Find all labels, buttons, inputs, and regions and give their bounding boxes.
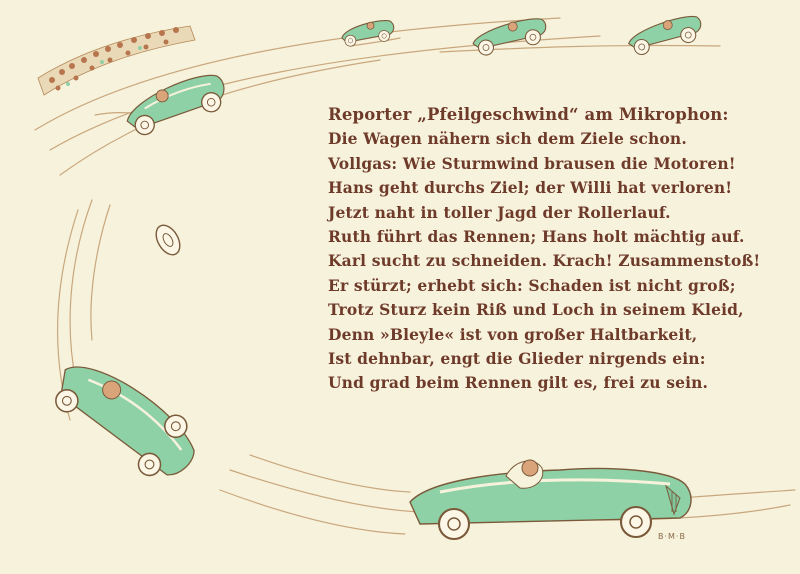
poem-line: Karl sucht zu schneiden. Krach! Zusammenstoß! bbox=[328, 251, 761, 271]
poem-line: Jetzt naht in toller Jagd der Rollerlauf. bbox=[328, 202, 671, 222]
poem-line: Ruth führt das Rennen; Hans holt mächtig auf. bbox=[328, 227, 745, 247]
poem-line: Ist dehnbar, engt die Glieder nirgends ein: bbox=[328, 349, 706, 369]
poem-line: Hans geht durchs Ziel; der Willi hat verloren! bbox=[328, 178, 733, 198]
race-car-icon bbox=[43, 338, 209, 498]
artist-signature: B·M·B bbox=[658, 532, 686, 541]
loose-wheel-icon bbox=[151, 221, 184, 259]
race-car-icon bbox=[626, 14, 705, 57]
race-car-icon bbox=[410, 460, 691, 539]
poem-line: Reporter „Pfeilgeschwind“ am Mikrophon: bbox=[328, 105, 729, 124]
poem-line: Die Wagen nähern sich dem Ziele schon. bbox=[328, 129, 687, 149]
poem-line: Trotz Sturz kein Riß und Loch in seinem Kleid, bbox=[328, 300, 744, 320]
poem-text bbox=[328, 103, 788, 396]
poem-line: Und grad beim Rennen gilt es, frei zu sein. bbox=[328, 373, 709, 393]
poem-line: Er stürzt; erhebt sich: Schaden ist nicht groß; bbox=[328, 275, 736, 295]
poem-line: Denn »Bleyle« ist von großer Haltbarkeit, bbox=[328, 324, 698, 344]
race-car-icon bbox=[121, 72, 230, 139]
poem-line: Vollgas: Wie Sturmwind brausen die Motoren! bbox=[328, 153, 736, 173]
spectator-crowd-icon bbox=[38, 26, 195, 95]
